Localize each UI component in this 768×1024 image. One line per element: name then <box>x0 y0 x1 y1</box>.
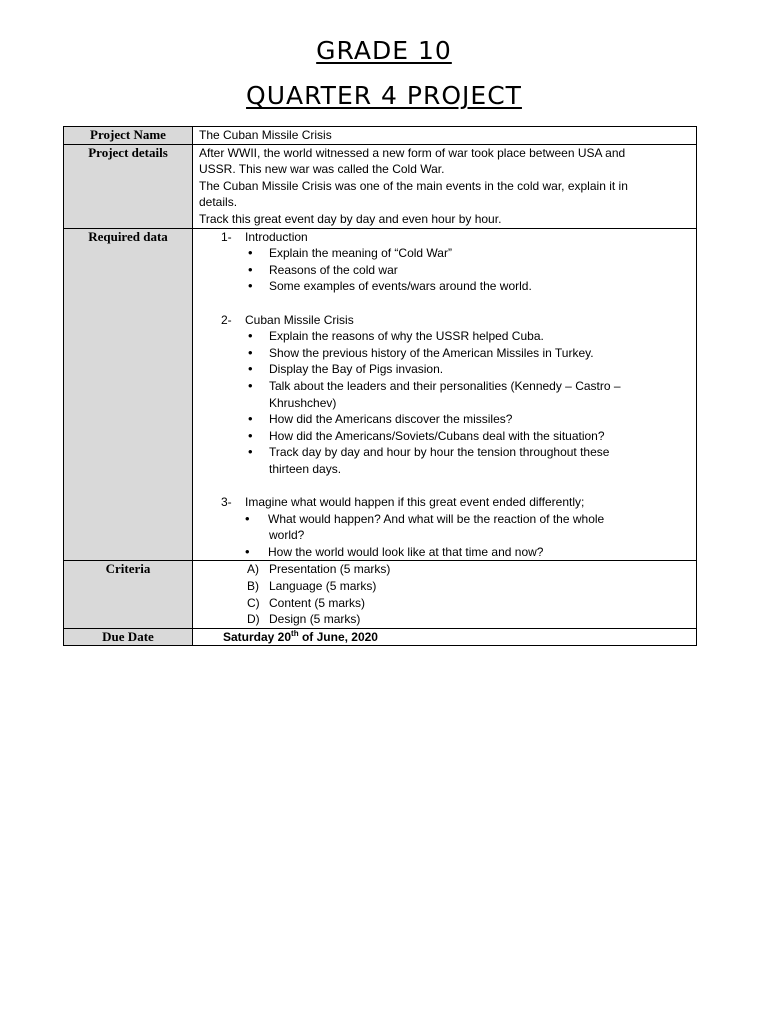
section-list <box>199 511 696 528</box>
value-project-name: The Cuban Missile Crisis <box>193 127 697 145</box>
label-due-date: Due Date <box>64 628 193 646</box>
section-list <box>199 411 696 461</box>
value-due-date <box>193 628 697 646</box>
list-item: • Talk about the leaders and their personalities (Kennedy – Castro – <box>199 378 696 395</box>
section-list <box>199 544 696 561</box>
value-required-data <box>193 228 697 561</box>
criteria-item: A) Presentation (5 marks) <box>247 562 391 577</box>
list-item: • Show the previous history of the American Missiles in Turkey. <box>199 345 696 362</box>
criteria-item: D) Design (5 marks) <box>247 612 361 627</box>
list-item: • How did the Americans/Soviets/Cubans deal with the situation? <box>199 428 696 445</box>
label-project-details: Project details <box>64 144 193 228</box>
list-item: • Display the Bay of Pigs invasion. <box>199 361 696 378</box>
details-line: details. <box>199 195 238 210</box>
project-table <box>63 126 697 646</box>
list-item: • How did the Americans discover the missiles? <box>199 411 696 428</box>
details-line: After WWII, the world witnessed a new form of war took place between USA and <box>199 145 626 160</box>
label-required-data: Required data <box>64 228 193 561</box>
list-item: • Explain the meaning of “Cold War” <box>199 245 696 262</box>
list-item: • How the world would look like at that time and now? <box>199 544 696 561</box>
row-project-details <box>64 144 697 228</box>
list-item-continuation: world? <box>269 528 305 543</box>
value-project-details <box>193 144 697 228</box>
label-project-name: Project Name <box>64 127 193 145</box>
list-item: • Track day by day and hour by hour the tension throughout these <box>199 444 696 461</box>
list-item: • What would happen? And what will be the reaction of the whole <box>199 511 696 528</box>
section-list <box>199 328 696 394</box>
document-subtitle: QUARTER 4 PROJECT <box>246 81 522 110</box>
section-heading: 3- Imagine what would happen if this great event ended differently; <box>221 495 585 510</box>
row-due-date <box>64 628 697 646</box>
criteria-item: C) Content (5 marks) <box>247 595 366 610</box>
list-item: • Explain the reasons of why the USSR helped Cuba. <box>199 328 696 345</box>
label-criteria: Criteria <box>64 561 193 628</box>
list-item-continuation: thirteen days. <box>269 461 342 476</box>
details-line: Track this great event day by day and even hour by hour. <box>199 211 502 226</box>
due-date-text: Saturday 20th of June, 2020 <box>223 628 378 644</box>
list-item: • Reasons of the cold war <box>199 262 696 279</box>
section-heading: 2- Cuban Missile Crisis <box>221 312 354 327</box>
document-title: GRADE 10 <box>316 36 452 65</box>
section-heading: 1- Introduction <box>221 229 308 244</box>
list-item-continuation: Khrushchev) <box>269 395 337 410</box>
section-list <box>199 245 696 295</box>
row-required-data <box>64 228 697 561</box>
criteria-item: B) Language (5 marks) <box>247 579 377 594</box>
list-item: • Some examples of events/wars around the world. <box>199 278 696 295</box>
row-project-name <box>64 127 697 145</box>
details-line: USSR. This new war was called the Cold War. <box>199 162 445 177</box>
row-criteria <box>64 561 697 628</box>
details-line: The Cuban Missile Crisis was one of the main events in the cold war, explain it in <box>199 178 628 193</box>
value-criteria <box>193 561 697 628</box>
